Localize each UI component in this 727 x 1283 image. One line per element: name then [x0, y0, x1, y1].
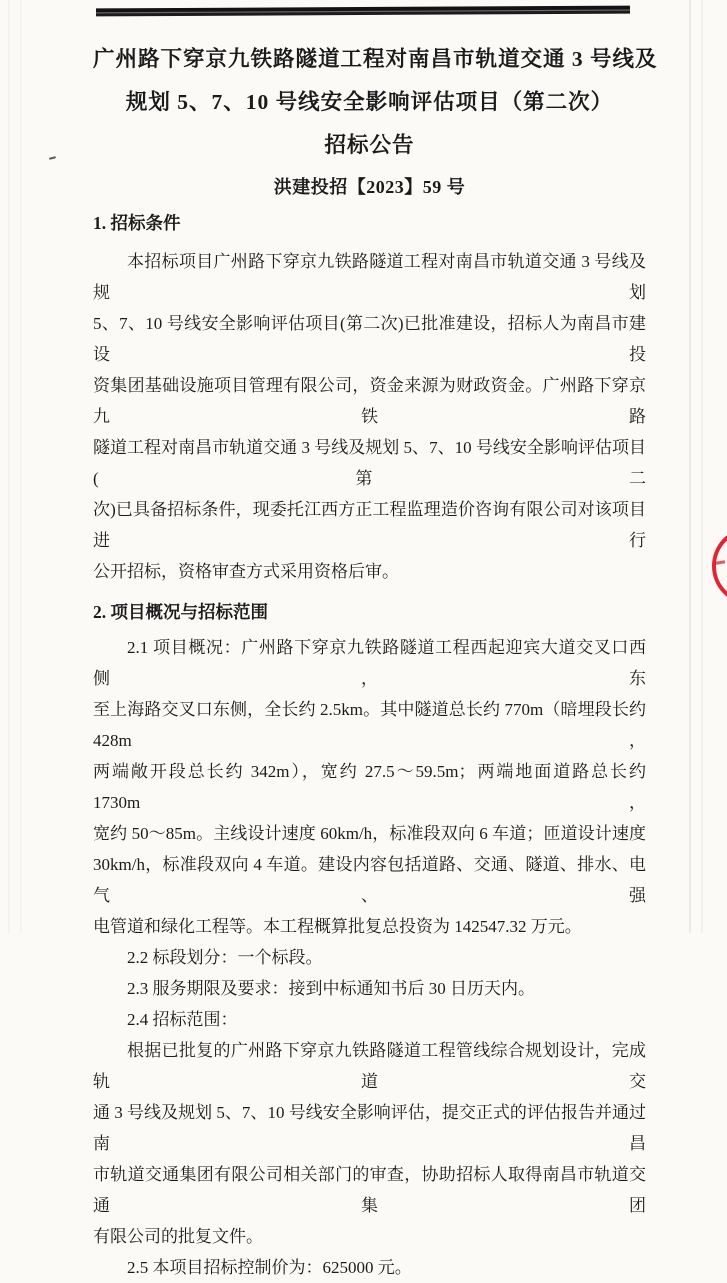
paragraph-line: 电管道和绿化工程等。本工程概算批复总投资为 142547.32 万元。 [93, 917, 582, 936]
paragraph-line: 公开招标，资格审查方式采用资格后审。 [93, 562, 399, 581]
paragraph-line: 有限公司的批复文件。 [93, 1227, 263, 1246]
scan-streak [689, 0, 691, 933]
scan-artifact-bar [96, 6, 630, 17]
paragraph-line: 次)已具备招标条件，现委托江西方正工程监理造价咨询有限公司对该项目进行 [93, 500, 646, 550]
paragraph-line: 市轨道交通集团有限公司相关部门的审查，协助招标人取得南昌市轨道交通集团 [93, 1165, 646, 1215]
document-number: 洪建投招【2023】59 号 [273, 177, 466, 197]
paragraph-line: 30km/h，标准段双向 4 车道。建设内容包括道路、交通、隧道、排水、电气、强 [93, 855, 646, 905]
announcement-type-title: 招标公告 [324, 133, 415, 157]
section-1-heading: 1. 招标条件 [93, 213, 181, 233]
paragraph-line: 至上海路交叉口东侧，全长约 2.5km。其中隧道总长约 770m（暗埋段长约 428m， [93, 700, 646, 750]
red-seal-edge-icon [712, 527, 727, 605]
paragraph-line: 5、7、10 号线安全影响评估项目(第二次)已批准建设，招标人为南昌市建设投 [93, 314, 646, 364]
section-1-paragraph [93, 246, 646, 587]
section-2-item-2-3: 2.3 服务期限及要求：接到中标通知书后 30 日历天内。 [127, 979, 535, 998]
document-title-line-1: 广州路下穿京九铁路隧道工程对南昌市轨道交通 3 号线及 [93, 47, 658, 71]
paragraph-line: 2.1 项目概况：广州路下穿京九铁路隧道工程西起迎宾大道交叉口西侧，东 [93, 638, 646, 688]
paragraph-line: 通 3 号线及规划 5、7、10 号线安全影响评估，提交正式的评估报告并通过南昌 [93, 1103, 646, 1153]
section-2-heading: 2. 项目概况与招标范围 [93, 602, 268, 622]
paragraph-line: 本招标项目广州路下穿京九铁路隧道工程对南昌市轨道交通 3 号线及规划 [93, 252, 646, 302]
paragraph-line: 宽约 50～85m。主线设计速度 60km/h，标准段双向 6 车道；匝道设计速度 [93, 824, 646, 843]
paragraph-line: 隧道工程对南昌市轨道交通 3 号线及规划 5、7、10 号线安全影响评估项目(第二 [93, 438, 646, 488]
stray-pen-mark [49, 156, 56, 160]
document-body [93, 30, 658, 1283]
scan-streak [8, 0, 10, 933]
scan-streak [701, 0, 703, 933]
paragraph-line: 两端敞开段总长约 342m），宽约 27.5～59.5m；两端地面道路总长约 1730m， [93, 762, 646, 812]
section-2-item-2-2: 2.2 标段划分：一个标段。 [127, 948, 323, 967]
section-2-item-2-4: 2.4 招标范围： [127, 1010, 238, 1029]
paragraph-line: 根据已批复的广州路下穿京九铁路隧道工程管线综合规划设计，完成轨道交 [93, 1041, 646, 1091]
scan-streak [20, 0, 22, 933]
section-2-item-2-1 [93, 632, 646, 942]
section-2-item-2-4-body [93, 1035, 646, 1252]
document-title-line-2: 规划 5、7、10 号线安全影响评估项目（第二次） [125, 90, 614, 114]
paragraph-line: 资集团基础设施项目管理有限公司，资金来源为财政资金。广州路下穿京九铁路 [93, 376, 646, 426]
section-2-item-2-5: 2.5 本项目招标控制价为：625000 元。 [127, 1258, 412, 1277]
